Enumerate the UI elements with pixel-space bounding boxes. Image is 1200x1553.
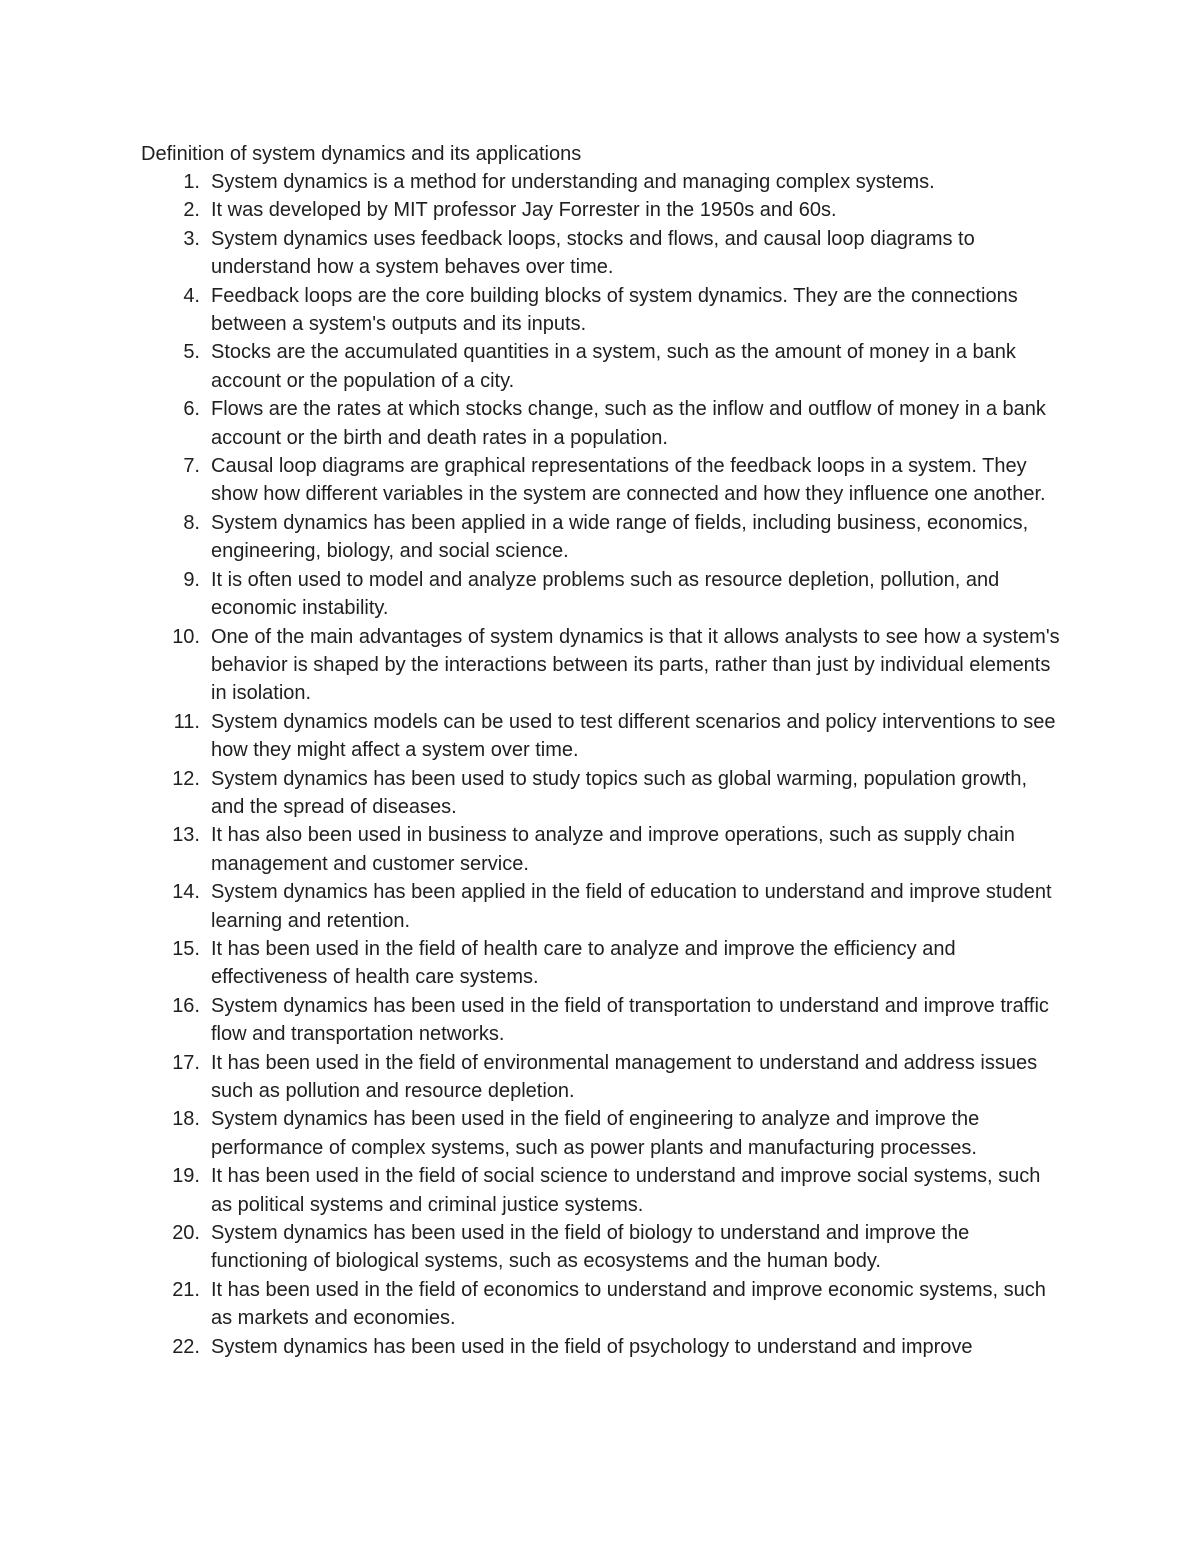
list-item-number: 8. [183,511,200,534]
list-item-number: 5. [183,341,200,364]
list-item-number: 11. [173,710,200,733]
list-item-number: 7. [183,455,200,478]
list-item-number: 4. [183,284,200,307]
list-item [0,708,1061,765]
list-item-text: It has also been used in business to analyze and improve operations, such as supply chain management and customer service. [211,824,1015,875]
list-item-text: It has been used in the field of social science to understand and improve social systems, such as political systems and criminal justice systems. [211,1165,1041,1216]
list-item [0,1162,1061,1219]
list-item [0,452,1061,509]
list-item [0,395,1061,452]
list-item [0,338,1061,395]
list-item-number: 16. [172,994,200,1017]
list-item-number: 17. [172,1051,200,1074]
list-item-text: System dynamics models can be used to test different scenarios and policy interventions to see how they might affect a system over time. [211,710,1056,762]
list-item-number: 13. [172,824,200,847]
list-item-number: 1. [183,171,200,193]
list-item [0,821,1061,878]
list-item-text: System dynamics uses feedback loops, stocks and flows, and causal loop diagrams to understand how a system behaves over time. [211,227,975,279]
list-item-number: 19. [172,1165,200,1188]
list-item [0,623,1061,708]
list-item-text: System dynamics has been used in the field of engineering to analyze and improve the performance of complex systems, such as power plants and manufacturing processes. [211,1108,980,1159]
list-item-text: Flows are the rates at which stocks change, such as the inflow and outflow of money in a bank account or the birth and death rates in a population. [211,398,1046,449]
list-item-number: 9. [183,568,200,591]
list-item-number: 14. [172,881,200,904]
list-item-number: 22. [172,1335,200,1358]
list-item-text: System dynamics has been used to study topics such as global warming, population growth, and the spread of diseases. [211,767,1027,818]
list-item-text: Feedback loops are the core building blocks of system dynamics. They are the connections between a system's outputs and its inputs. [211,284,1018,336]
list-item-text: System dynamics has been applied in the field of education to understand and improve student learning and retention. [211,881,1052,932]
list-item [0,282,1061,339]
list-item-number: 21. [172,1278,200,1301]
list-item-text: It has been used in the field of environmental management to understand and address issues such as pollution and resource depletion. [211,1051,1038,1102]
list-item-text: It is often used to model and analyze problems such as resource depletion, pollution, and economic instability. [211,568,1000,620]
list-item-text: System dynamics is a method for understanding and managing complex systems. [211,171,935,193]
document-title: Definition of system dynamics and its applications [141,143,582,165]
list-item [0,1105,1061,1162]
list-item [0,765,1061,822]
list-item [0,225,1061,282]
list-item-number: 15. [172,937,200,960]
list-item [0,1276,1061,1333]
list-item-text: It was developed by MIT professor Jay Forrester in the 1950s and 60s. [211,199,837,222]
list-item-text: Causal loop diagrams are graphical representations of the feedback loops in a system. They show how different variables in the system are connected and how they influence one another. [211,455,1046,506]
list-item-text: System dynamics has been used in the field of transportation to understand and improve traffic flow and transportation networks. [211,994,1049,1046]
list-item-number: 18. [172,1108,200,1131]
list-item-number: 3. [183,227,200,250]
list-item-text: Stocks are the accumulated quantities in a system, such as the amount of money in a bank account or the population of a city. [211,341,1016,392]
list-item-number: 6. [183,398,200,421]
numbered-list [0,168,1200,1361]
list-item [0,509,1061,566]
list-item [0,992,1061,1049]
list-item [0,168,1061,196]
list-item [0,1333,1061,1361]
list-item [0,878,1061,935]
list-item-text: System dynamics has been applied in a wide range of fields, including business, economics, engineering, biology, and social science. [211,511,1029,563]
list-item-number: 12. [172,767,200,790]
list-item-text: System dynamics has been used in the field of biology to understand and improve the functioning of biological systems, such as ecosystems and the human body. [211,1222,970,1273]
list-item-text: System dynamics has been used in the field of psychology to understand and improve [211,1335,973,1358]
list-item [0,1219,1061,1276]
list-item [0,935,1061,992]
list-item-text: It has been used in the field of health care to analyze and improve the efficiency and effectiveness of health care systems. [211,937,956,989]
list-item [0,566,1061,623]
list-item-number: 2. [183,199,200,222]
list-item-number: 20. [172,1222,200,1245]
list-item-text: It has been used in the field of economics to understand and improve economic systems, such as markets and economies. [211,1278,1046,1330]
list-item-text: One of the main advantages of system dynamics is that it allows analysts to see how a system's behavior is shaped by the interactions between its parts, rather than just by individual elements in isolation. [211,625,1060,705]
list-item [0,1049,1061,1106]
list-item [0,196,1061,224]
list-item-number: 10. [172,625,200,648]
